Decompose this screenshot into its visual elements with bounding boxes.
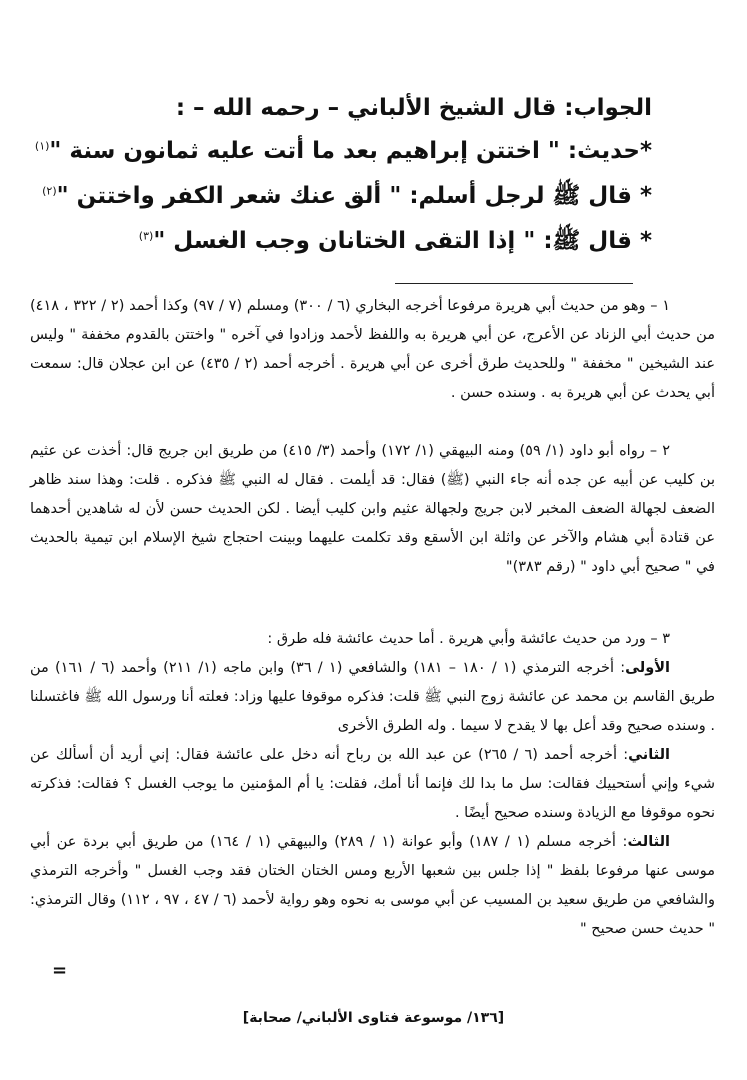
footnote-1 (30, 292, 715, 408)
second-route-text: : أخرجه أحمد (٦ / ٢٦٥) عن عبد الله بن رباح أنه دخل على عائشة فقال: إني أريد أن أسألك عن شيء وإني أستحييك فقالت: سل ما بدا لك فإنما أنا أمك، فقلت: يا أم المؤمنين ما يوجب الغسل ؟ فقالت: فذكرته نحوه موقوفا مع الزيادة وسنده صحيح أيضًا . (30, 747, 715, 821)
continuation-mark: = (52, 960, 68, 981)
footnote-3-second (30, 741, 715, 828)
answer-heading-line (92, 95, 652, 121)
hadith-text: " اختتن إبراهيم بعد ما أتت عليه ثمانون سنة " (49, 138, 560, 164)
page-footer: [١٣٦/ موسوعة فتاوى الألباني/ صحابة] (242, 1010, 505, 1026)
first-route-label: الأولى (625, 660, 671, 676)
footnote-3-first (30, 654, 715, 741)
footnote-2-text: ٢ – رواه أبو داود (١/ ٥٩) ومنه البيهقي (١/ ١٧٢) وأحمد (٣/ ٤١٥) من طريق ابن جريج قال: أخذت عن عثيم بن كليب عن أبيه عن جده أنه جاء النبي (ﷺ) فقال: قد أيلمت . فقال له النبي ﷺ فذكره . قلت: وهذا سند ظاهر الضعف لجهالة الضعف المخبر لابن جريج ولجهالة عثيم وابن كليب أيضا . لكن الحديث حسن لأن له شاهدين أحدهما عن قتادة أبي هشام والآخر عن واثلة ابن الأسقع وقد تكلمت عليهما وبينت احتجاج شيخ الإسلام ابن تيمية بالحديث في " صحيح أبي داود " (رقم ٣٨٣)" (30, 443, 715, 575)
answer-intro: قال الشيخ الألباني – رحمه الله – : (175, 95, 557, 121)
hadith-line-1 (34, 138, 652, 164)
hadith-prefix: *حديث: (559, 138, 652, 164)
second-route-label: الثاني (628, 747, 670, 763)
footnote-ref: (٣) (138, 229, 154, 243)
third-route-label: الثالث (627, 834, 671, 850)
answer-heading: الجواب: (564, 95, 652, 121)
footnote-ref: (٢) (42, 184, 57, 198)
first-route-text: : أخرجه الترمذي (١ / ١٨٠ – ١٨١) والشافعي (١ / ٣٦) وابن ماجه (١/ ٢١١) وأحمد (٦ / ١٦١) من طريق القاسم بن محمد عن عائشة زوج النبي ﷺ قلت: فذكره موقوفا عليها وزاد: فعلته أنا ورسول الله ﷺ فاغتسلنا . وسنده صحيح وقد أعل بها لا يقدح لا سيما . وله الطرق الأخرى (30, 660, 715, 734)
hadith-prefix: * قال ﷺ لرجل أسلم: (401, 183, 652, 209)
third-route-text: : أخرجه مسلم (١ / ١٨٧) وأبو عوانة (١ / ٢٨٩) والبيهقي (١ / ١٦٤) من طريق أبي بردة عن أبي موسى عنها مرفوعا بلفظ " إذا جلس بين شعبها الأربع ومس الختان الختان فقد وجب الغسل " وأخرجه الترمذي والشافعي من طريق سعيد بن المسيب عن أبي موسى به نحوه وهو رواية لأحمد (٦ / ٤٧ ، ٩٧ ، ١١٢) وقال الترمذي: " حديث حسن صحيح " (30, 834, 716, 937)
hadith-line-3 (92, 226, 652, 260)
footnote-1-text: ١ – وهو من حديث أبي هريرة مرفوعا أخرجه البخاري (٦ / ٣٠٠) ومسلم (٧ / ٩٧) وكذا أحمد (٢ / ٣٢٢ ، ٤١٨) من حديث أبي الزناد عن الأعرج، عن أبي هريرة به واللفظ لأحمد وزادوا في آخره " واختتن بالقدوم مخففة " وليس عند الشيخين " مخففة " وللحديث طرق أخرى عن أبي هريرة . أخرجه أحمد (٢ / ٤٣٥) عن ابن عجلان قال: سمعت أبي يحدث عن أبي هريرة به . وسنده حسن . (30, 298, 716, 401)
hadith-prefix: * قال ﷺ: (535, 228, 652, 254)
footnote-2 (30, 437, 715, 582)
hadith-line-2 (42, 181, 652, 215)
footnote-3 (30, 625, 715, 944)
footnote-ref: (١) (34, 139, 50, 153)
hadith-text: " إذا التقى الختانان وجب الغسل " (153, 228, 536, 254)
footnote-3-third (30, 828, 715, 944)
footnote-3-intro: ٣ – ورد من حديث عائشة وأبي هريرة . أما حديث عائشة فله طرق : (267, 631, 670, 647)
hadith-text: " ألق عنك شعر الكفر واختتن " (56, 183, 402, 209)
footnote-separator (395, 283, 633, 284)
